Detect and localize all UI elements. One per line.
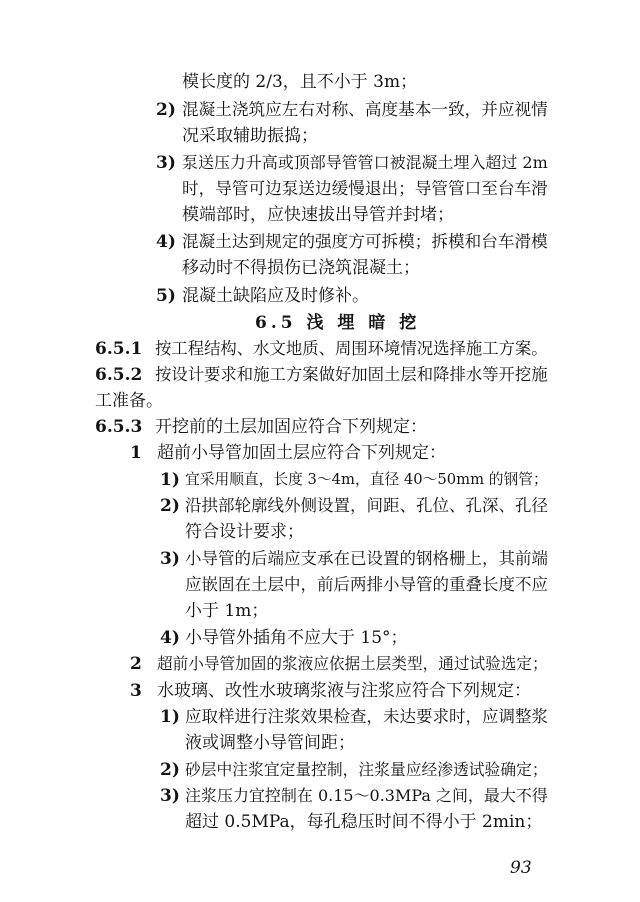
text-line: 开挖前的土层加固应符合下列规定： xyxy=(155,417,427,437)
item-number: 2 xyxy=(130,654,142,674)
item-marker: 3) xyxy=(156,153,176,173)
item-number: 3 xyxy=(130,681,142,701)
clause-number: 6.5.1 xyxy=(95,339,143,359)
text-line: 混凝土浇筑应左右对称、高度基本一致，并应视情 xyxy=(182,100,548,119)
text-line: 时，导管可边泵送边缓慢退出；导管管口至台车滑 xyxy=(182,179,548,198)
text-line: 注浆压力宜控制在 0.15～0.3MPa 之间，最大不得 xyxy=(185,786,548,805)
text-line: 砂层中注浆宜定量控制，注浆量应经渗透试验确定； xyxy=(185,760,548,779)
text-line: 液或调整小导管间距； xyxy=(185,733,355,753)
item-marker: 4) xyxy=(160,628,180,648)
text-line: 混凝土缺陷应及时修补。 xyxy=(182,286,369,306)
item-marker: 2) xyxy=(156,100,176,120)
text-line: 泵送压力升高或顶部导管管口被混凝土埋入超过 2m xyxy=(182,153,548,172)
text-line: 小导管外插角不应大于 15°； xyxy=(185,628,408,648)
text-line: 移动时不得损伤已浇筑混凝土； xyxy=(182,258,420,278)
text-line: 超前小导管加固土层应符合下列规定： xyxy=(157,443,446,463)
text-line: 况采取辅助振捣； xyxy=(182,126,318,146)
item-marker: 1) xyxy=(160,707,180,727)
clause-number: 6.5.2 xyxy=(95,365,143,385)
item-marker: 3) xyxy=(160,549,180,569)
item-marker: 1) xyxy=(160,470,180,490)
item-marker: 4) xyxy=(156,232,176,252)
page-number: 93 xyxy=(510,858,532,878)
item-marker: 2) xyxy=(160,496,180,516)
item-marker: 2) xyxy=(160,760,180,780)
text-line: 按工程结构、水文地质、周围环境情况选择施工方案。 xyxy=(155,339,548,358)
item-marker: 3) xyxy=(160,786,180,806)
text-line: 超前小导管加固的浆液应依据土层类型，通过试验选定； xyxy=(157,654,548,673)
text-line: 混凝土达到规定的强度方可拆模；拆模和台车滑模 xyxy=(182,232,548,251)
item-marker: 5) xyxy=(156,286,176,306)
text-line: 按设计要求和施工方案做好加固土层和降排水等开挖施 xyxy=(155,365,548,384)
item-number: 1 xyxy=(130,443,142,463)
section-heading: 6.5 浅 埋 暗 挖 xyxy=(255,313,421,333)
text-line: 沿拱部轮廓线外侧设置，间距、孔位、孔深、孔径 xyxy=(185,496,548,515)
text-line: 模长度的 2/3，且不小于 3m； xyxy=(182,72,418,92)
text-line: 水玻璃、改性水玻璃浆液与注浆应符合下列规定： xyxy=(157,681,531,701)
text-line: 工准备。 xyxy=(95,391,163,411)
text-line: 超过 0.5MPa，每孔稳压时间不得小于 2min； xyxy=(185,812,543,832)
text-line: 小导管的后端应支承在已设置的钢格栅上，其前端 xyxy=(185,549,548,568)
text-line: 宜采用顺直，长度 3～4m，直径 40～50mm 的钢管； xyxy=(185,471,548,488)
text-line: 小于 1m； xyxy=(185,601,269,621)
text-line: 模端部时，应快速拔出导管并封堵； xyxy=(182,205,454,225)
text-line: 应取样进行注浆效果检查，未达要求时，应调整浆 xyxy=(185,707,548,726)
text-line: 符合设计要求； xyxy=(185,522,304,542)
clause-number: 6.5.3 xyxy=(95,417,143,437)
text-line: 应嵌固在土层中，前后两排小导管的重叠长度不应 xyxy=(185,575,548,594)
